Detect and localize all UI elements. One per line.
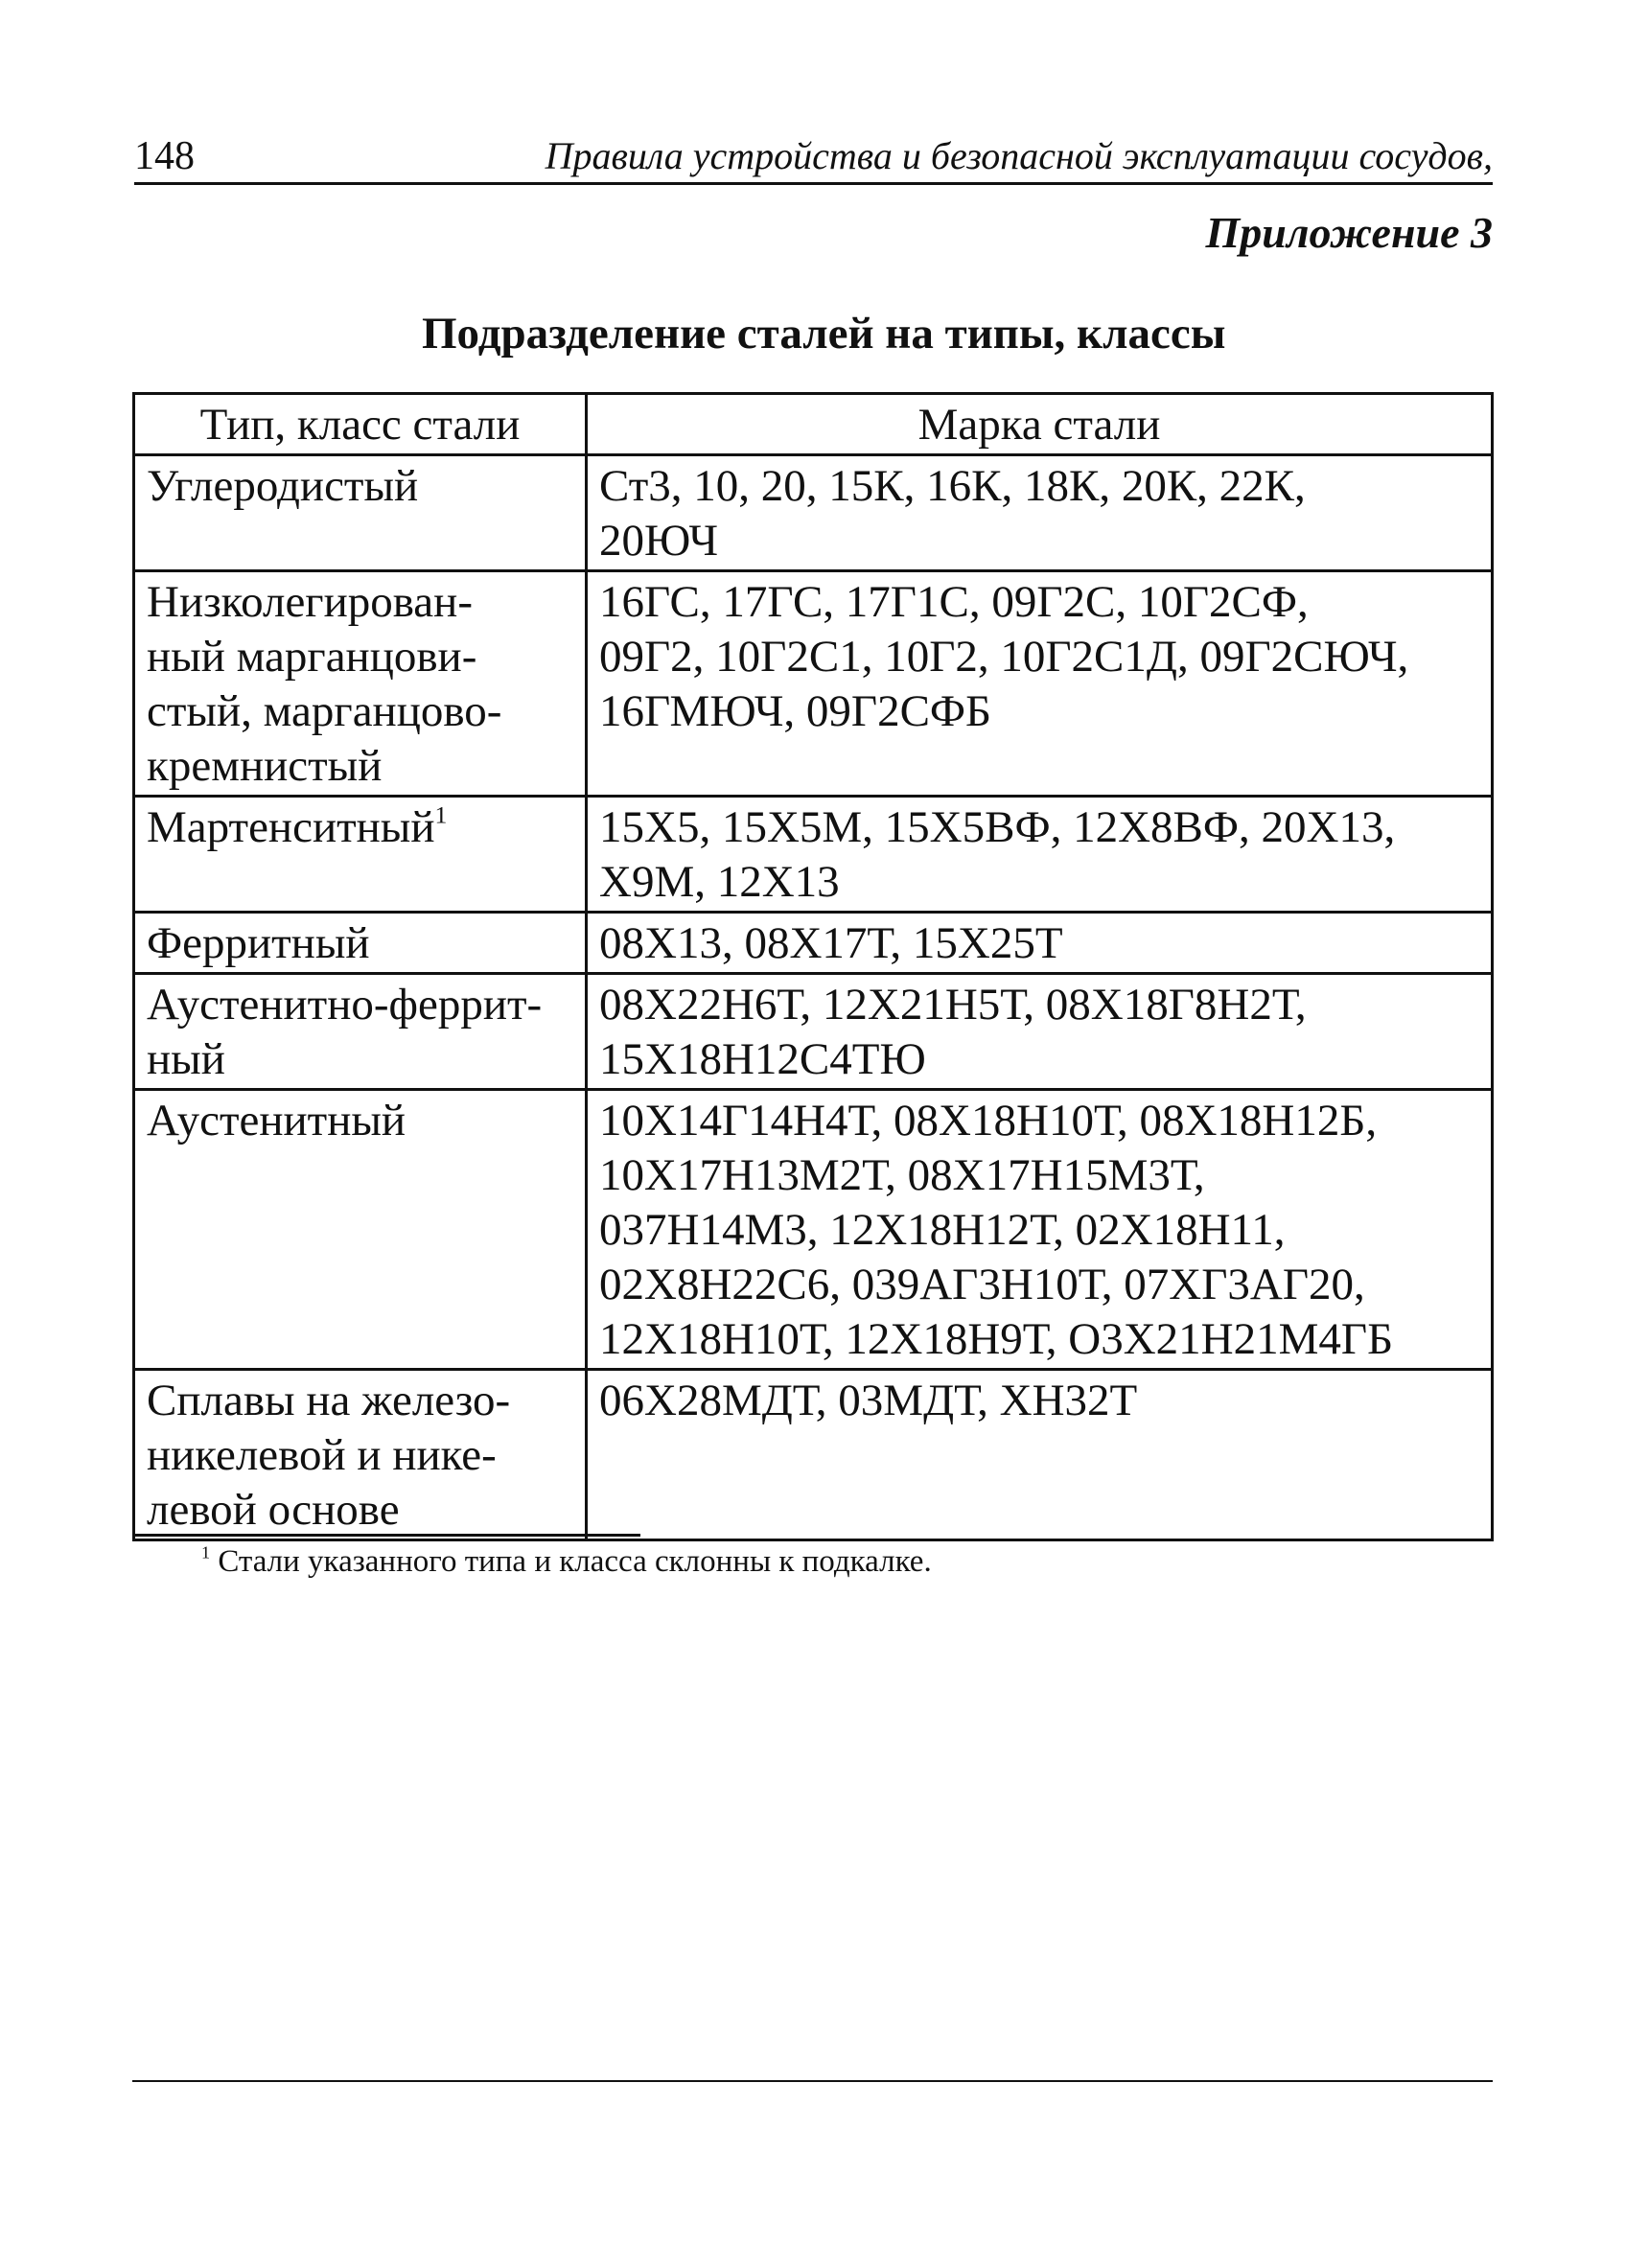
footnote-reference-mark: 1	[434, 800, 448, 829]
table-row	[134, 1090, 1493, 1370]
steel-grade-cell	[587, 571, 1493, 797]
steel-grade-line: 20ЮЧ	[599, 516, 719, 566]
steel-type-cell	[134, 797, 587, 913]
steel-grade-line: 16ГС, 17ГС, 17Г1С, 09Г2С, 10Г2СФ,	[599, 577, 1309, 627]
steel-type-line: Мартенситный	[147, 802, 435, 852]
steel-type-line: ный	[147, 1034, 225, 1084]
steel-type-cell	[134, 913, 587, 974]
steel-grade-line: 16ГМЮЧ, 09Г2СФБ	[599, 686, 992, 736]
steel-type-cell	[134, 571, 587, 797]
steel-grade-line: 10Х14Г14Н4Т, 08Х18Н10Т, 08Х18Н12Б,	[599, 1096, 1378, 1146]
steel-grade-line: 12Х18Н10Т, 12Х18Н9Т, О3Х21Н21М4ГБ	[599, 1314, 1394, 1364]
steel-type-line: ный марганцови-	[147, 632, 477, 682]
steel-grade-cell	[587, 1370, 1493, 1540]
steel-grade-line: 15Х5, 15Х5М, 15Х5ВФ, 12Х8ВФ, 20Х13,	[599, 802, 1396, 852]
steel-type-cell	[134, 1370, 587, 1540]
steel-type-line: стый, марганцово-	[147, 686, 502, 736]
steel-grade-line: 037Н14М3, 12Х18Н12Т, 02Х18Н11,	[599, 1205, 1286, 1255]
steel-type-line: Углеродистый	[147, 461, 419, 511]
footnote-text: Стали указанного типа и класса склонны к подкалке.	[218, 1544, 932, 1579]
steel-type-cell	[134, 974, 587, 1090]
footnote-rule	[132, 1534, 640, 1537]
steel-type-line: кремнистый	[147, 741, 383, 791]
steel-grade-line: 15Х18Н12С4ТЮ	[599, 1034, 926, 1084]
steel-grade-line: 09Г2, 10Г2С1, 10Г2, 10Г2С1Д, 09Г2СЮЧ,	[599, 632, 1409, 682]
steel-grade-line: Ст3, 10, 20, 15К, 16К, 18К, 20К, 22К,	[599, 461, 1306, 511]
steel-grade-cell	[587, 974, 1493, 1090]
footnote-mark: 1	[201, 1542, 211, 1562]
table-body	[134, 455, 1493, 1540]
table-row	[134, 1370, 1493, 1540]
steel-grade-line: 02Х8Н22С6, 039АГ3Н10Т, 07ХГ3АГ20,	[599, 1260, 1365, 1309]
steel-grade-line: 08Х13, 08Х17Т, 15Х25Т	[599, 918, 1063, 968]
table-row	[134, 974, 1493, 1090]
table-row	[134, 455, 1493, 571]
steel-type-line: никелевой и нике-	[147, 1430, 497, 1480]
steel-type-line: Сплавы на железо-	[147, 1376, 511, 1425]
running-title: Правила устройства и безопасной эксплуатации сосудов,	[545, 134, 1493, 177]
header-rule	[134, 182, 1493, 185]
steel-grade-cell	[587, 1090, 1493, 1370]
steel-classification-table	[132, 392, 1494, 1541]
page-number: 148	[134, 134, 195, 178]
steel-grade-line: 08Х22Н6Т, 12Х21Н5Т, 08Х18Г8Н2Т,	[599, 980, 1307, 1030]
steel-grade-cell	[587, 455, 1493, 571]
document-title: Подразделение сталей на типы, классы	[422, 309, 1226, 359]
steel-type-cell	[134, 455, 587, 571]
steel-grade-line: 10Х17Н13М2Т, 08Х17Н15М3Т,	[599, 1150, 1205, 1200]
steel-grade-cell	[587, 913, 1493, 974]
steel-type-line: Аустенитный	[147, 1096, 406, 1146]
column-header-type: Тип, класс стали	[134, 394, 587, 455]
steel-grade-line: 06Х28МДТ, 03МДТ, ХН32Т	[599, 1376, 1138, 1425]
steel-type-line: Ферритный	[147, 918, 370, 968]
table-row	[134, 797, 1493, 913]
column-header-grade: Марка стали	[587, 394, 1493, 455]
steel-grade-line: Х9М, 12Х13	[599, 857, 840, 907]
appendix-label: Приложение 3	[1205, 208, 1493, 257]
steel-grade-cell	[587, 797, 1493, 913]
bottom-rule	[132, 2080, 1493, 2082]
steel-type-line: левой основе	[147, 1485, 400, 1535]
footnote	[201, 1541, 932, 1582]
steel-type-cell	[134, 1090, 587, 1370]
table-row	[134, 571, 1493, 797]
table-header-row	[134, 394, 1493, 455]
steel-type-line: Аустенитно-феррит-	[147, 980, 543, 1030]
steel-type-line: Низколегирован-	[147, 577, 473, 627]
table-row	[134, 913, 1493, 974]
